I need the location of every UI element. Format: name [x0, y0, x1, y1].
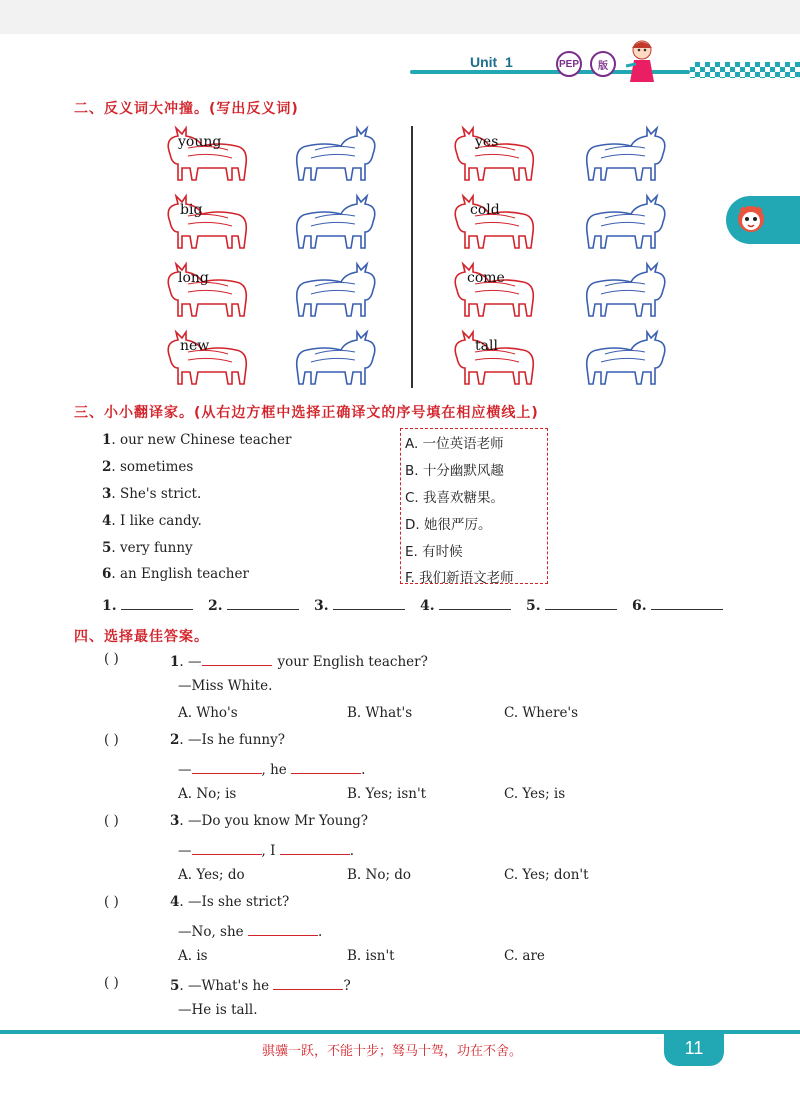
goat-blue-icon [285, 328, 385, 388]
goat-blue-icon [285, 260, 385, 320]
page-number: 11 [664, 1030, 724, 1066]
option-c: C. Yes; is [504, 786, 566, 802]
footer-motto: 骐骥一跃，不能十步；驽马十驾，功在不舍。 [262, 1044, 523, 1059]
answer-line: — , he . [178, 759, 365, 778]
unit-number: 1 [505, 54, 513, 70]
answer-line: — , I . [178, 840, 354, 859]
option-c: C. Yes; don't [504, 867, 589, 883]
translation-item: 5. very funny [102, 540, 193, 556]
question-3: 3. —Do you know Mr Young? [170, 813, 369, 829]
antonym-word: long [178, 270, 209, 286]
goat-red-icon [445, 192, 545, 252]
answer-paren[interactable]: ( ) [104, 651, 119, 667]
edition-badge: 版 [590, 51, 616, 77]
goat-cell [575, 124, 675, 184]
choice-item: E. 有时候 [405, 544, 463, 560]
section2-title: 二、反义词大冲撞。(写出反义词) [74, 101, 299, 117]
option-b: B. No; do [347, 867, 412, 883]
goat-cell [158, 124, 258, 184]
answer-line: —No, she . [178, 921, 322, 940]
checker-pattern [690, 62, 800, 78]
goat-blue-icon [575, 192, 675, 252]
answer-line: —He is tall. [178, 1002, 258, 1018]
goat-red-icon [158, 192, 258, 252]
grid-divider [411, 126, 413, 388]
fill-blank[interactable] [248, 921, 318, 936]
antonym-word: new [180, 338, 210, 354]
antonym-word: tall [475, 338, 498, 354]
translation-item: 1. our new Chinese teacher [102, 432, 292, 448]
choice-item: D. 她很严厉。 [405, 517, 492, 533]
question-1: 1. — your English teacher? [170, 651, 428, 670]
option-a: A. is [178, 948, 208, 964]
goat-red-icon [445, 328, 545, 388]
goat-red-icon [158, 124, 258, 184]
goat-blue-icon [575, 124, 675, 184]
goat-cell [575, 192, 675, 252]
fill-blank[interactable] [273, 975, 343, 990]
page-header [0, 50, 800, 90]
fill-blank[interactable] [202, 651, 272, 666]
fill-blank[interactable] [280, 840, 350, 855]
pep-badge: PEP [556, 51, 582, 77]
goat-blue-icon [285, 192, 385, 252]
antonym-word: young [178, 134, 222, 150]
goat-cell [575, 260, 675, 320]
translation-item: 2. sometimes [102, 459, 194, 475]
fill-blank[interactable] [291, 759, 361, 774]
answer-blank[interactable]: 4. [420, 595, 511, 614]
answer-paren[interactable]: ( ) [104, 975, 119, 991]
goat-cell [158, 192, 258, 252]
question-5: 5. —What's he ? [170, 975, 351, 994]
answer-blank[interactable]: 5. [526, 595, 617, 614]
goat-cell [445, 124, 545, 184]
question-4: 4. —Is she strict? [170, 894, 290, 910]
choice-item: A. 一位英语老师 [405, 436, 504, 452]
goat-red-icon [445, 260, 545, 320]
goat-blue-icon [285, 124, 385, 184]
goat-cell [285, 260, 385, 320]
option-a: A. Who's [178, 705, 238, 721]
side-tab [726, 196, 800, 244]
fill-blank[interactable] [192, 759, 262, 774]
choice-item: F. 我们新语文老师 [405, 570, 514, 586]
goat-cell [445, 328, 545, 388]
answer-blank[interactable]: 3. [314, 595, 405, 614]
option-a: A. Yes; do [178, 867, 245, 883]
antonym-word: come [467, 270, 505, 286]
section3-title: 三、小小翻译家。(从右边方框中选择正确译文的序号填在相应横线上) [74, 405, 539, 421]
answer-paren[interactable]: ( ) [104, 894, 119, 910]
goat-cell [575, 328, 675, 388]
answer-blanks [102, 595, 742, 615]
answer-paren[interactable]: ( ) [104, 732, 119, 748]
option-a: A. No; is [178, 786, 237, 802]
option-b: B. What's [347, 705, 413, 721]
answer-paren[interactable]: ( ) [104, 813, 119, 829]
antonym-grid [150, 118, 680, 390]
translation-item: 3. She's strict. [102, 486, 202, 502]
option-b: B. isn't [347, 948, 395, 964]
goat-cell [285, 124, 385, 184]
choice-item: B. 十分幽默风趣 [405, 463, 504, 479]
answer-blank[interactable]: 1. [102, 595, 193, 614]
goat-cell [158, 260, 258, 320]
option-b: B. Yes; isn't [347, 786, 427, 802]
goat-cell [445, 192, 545, 252]
antonym-word: cold [470, 202, 500, 218]
section4-title: 四、选择最佳答案。 [74, 629, 209, 645]
option-c: C. are [504, 948, 545, 964]
goat-cell [445, 260, 545, 320]
answer-blank[interactable]: 6. [632, 595, 723, 614]
goat-red-icon [445, 124, 545, 184]
goat-cell [158, 328, 258, 388]
goat-red-icon [158, 328, 258, 388]
translation-item: 6. an English teacher [102, 566, 249, 582]
answer-line: —Miss White. [178, 678, 273, 694]
option-c: C. Where's [504, 705, 579, 721]
goat-blue-icon [575, 328, 675, 388]
goat-red-icon [158, 260, 258, 320]
goat-cell [285, 328, 385, 388]
answer-blank[interactable]: 2. [208, 595, 299, 614]
goat-blue-icon [575, 260, 675, 320]
unit-label: Unit 1 [470, 54, 513, 70]
top-band [0, 0, 800, 34]
question-2: 2. —Is he funny? [170, 732, 285, 748]
antonym-word: big [180, 202, 203, 218]
antonym-word: yes [475, 134, 499, 150]
cartoon-face-icon [736, 204, 766, 234]
translation-item: 4. I like candy. [102, 513, 202, 529]
choice-item: C. 我喜欢糖果。 [405, 490, 505, 506]
cartoon-girl-icon [622, 36, 662, 86]
fill-blank[interactable] [192, 840, 262, 855]
goat-cell [285, 192, 385, 252]
